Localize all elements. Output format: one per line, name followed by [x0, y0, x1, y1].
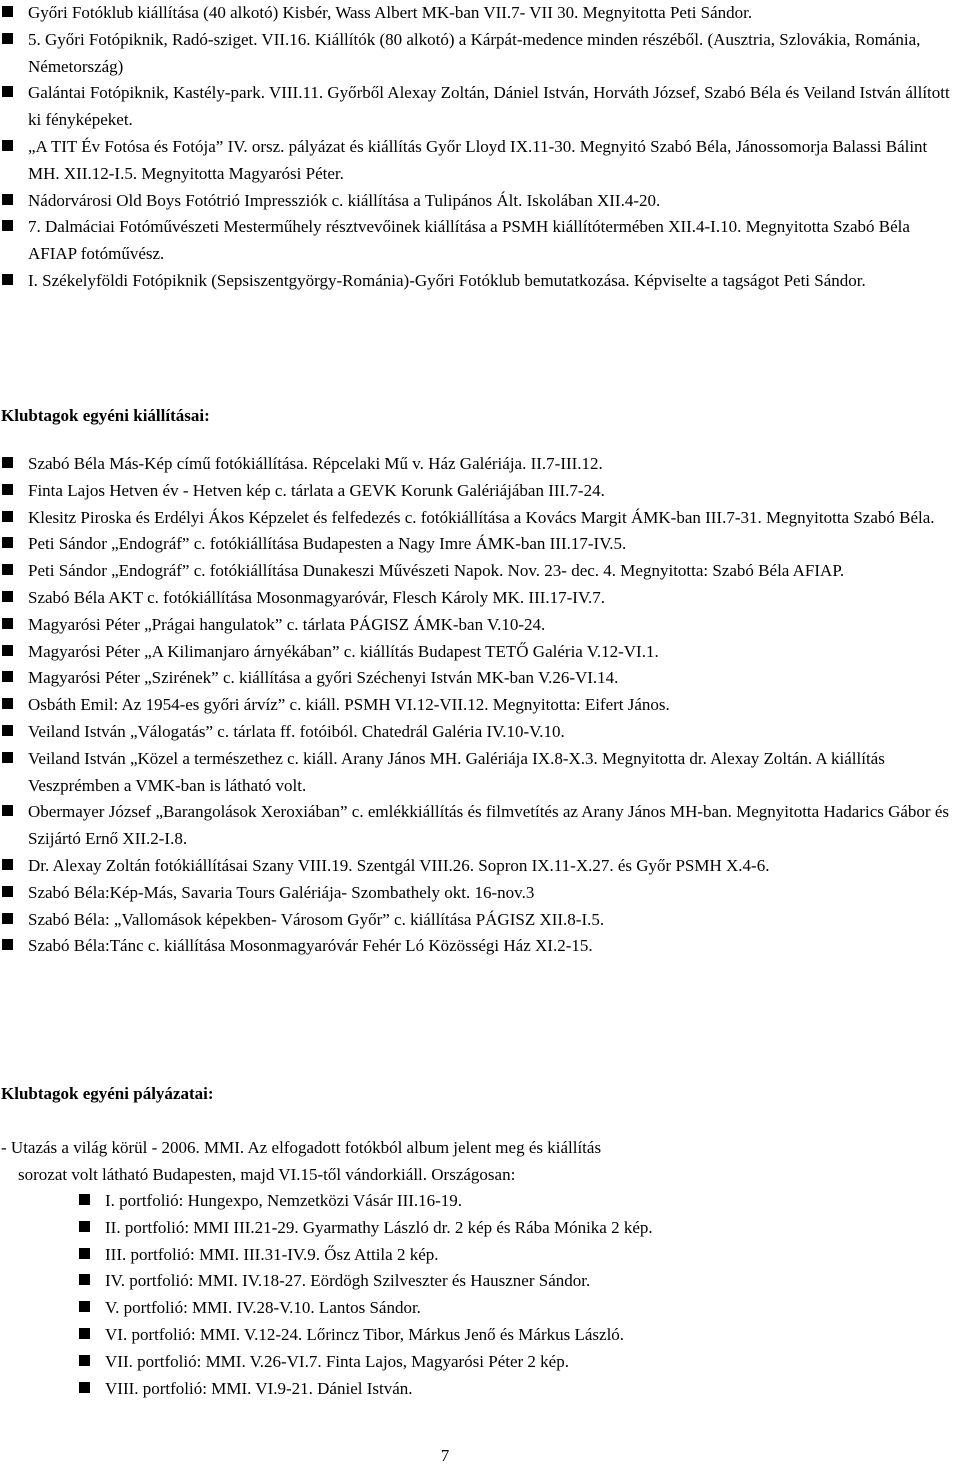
- list-item: VII. portfolió: MMI. V.26-VI.7. Finta Lajos, Magyarósi Péter 2 kép.: [77, 1349, 947, 1376]
- square-bullet-icon: [2, 752, 13, 763]
- square-bullet-icon: [2, 618, 13, 629]
- list-item: Szabó Béla:Tánc c. kiállítása Mosonmagyaróvár Fehér Ló Közösségi Ház XI.2-15.: [0, 933, 950, 960]
- list-item: „A TIT Év Fotósa és Fotója” IV. orsz. pályázat és kiállítás Győr Lloyd IX.11-30. Megnyitó Szabó Béla, Jánossomorja Balassi Bálint MH. XII.12-I.5. Megnyitotta Magyarósi Péter.: [0, 134, 950, 188]
- square-bullet-icon: [79, 1248, 90, 1259]
- list-item: Magyarósi Péter „Szirének” c. kiállítása a győri Széchenyi István MK-ban V.26-VI.14.: [0, 665, 950, 692]
- square-bullet-icon: [2, 913, 13, 924]
- section-heading-competitions: Klubtagok egyéni pályázatai:: [1, 1084, 214, 1103]
- list-item: IV. portfolió: MMI. IV.18-27. Eördögh Szilveszter és Hauszner Sándor.: [77, 1268, 947, 1295]
- list-item: II. portfolió: MMI III.21-29. Gyarmathy László dr. 2 kép és Rába Mónika 2 kép.: [77, 1215, 947, 1242]
- list-item: Szabó Béla AKT c. fotókiállítása Mosonmagyaróvár, Flesch Károly MK. III.17-IV.7.: [0, 585, 950, 612]
- square-bullet-icon: [2, 220, 13, 231]
- portfolio-list: [77, 1188, 947, 1402]
- list-item: Győri Fotóklub kiállítása (40 alkotó) Kisbér, Wass Albert MK-ban VII.7- VII 30. Megnyitotta Peti Sándor.: [0, 0, 950, 27]
- list-item: 7. Dalmáciai Fotóművészeti Mesterműhely résztvevőinek kiállítása a PSMH kiállítótermében XII.4-I.10. Megnyitotta Szabó Béla AFIAP fotóművész.: [0, 214, 950, 268]
- square-bullet-icon: [79, 1274, 90, 1285]
- square-bullet-icon: [2, 33, 13, 44]
- square-bullet-icon: [2, 939, 13, 950]
- square-bullet-icon: [2, 671, 13, 682]
- list-item: Szabó Béla: „Vallomások képekben- Városom Győr” c. kiállítása PÁGISZ XII.8-I.5.: [0, 907, 950, 934]
- list-item: VI. portfolió: MMI. V.12-24. Lőrincz Tibor, Márkus Jenő és Márkus László.: [77, 1322, 947, 1349]
- list-item: Magyarósi Péter „Prágai hangulatok” c. tárlata PÁGISZ ÁMK-ban V.10-24.: [0, 612, 950, 639]
- square-bullet-icon: [79, 1221, 90, 1232]
- square-bullet-icon: [2, 645, 13, 656]
- list-item: I. portfolió: Hungexpo, Nemzetközi Vásár III.16-19.: [77, 1188, 947, 1215]
- list-item: Magyarósi Péter „A Kilimanjaro árnyékában” c. kiállítás Budapest TETŐ Galéria V.12-VI.1.: [0, 639, 950, 666]
- list-item: Szabó Béla Más-Kép című fotókiállítása. Répcelaki Mű v. Ház Galériája. II.7-III.12.: [0, 451, 950, 478]
- square-bullet-icon: [2, 457, 13, 468]
- square-bullet-icon: [2, 194, 13, 205]
- square-bullet-icon: [2, 805, 13, 816]
- square-bullet-icon: [79, 1301, 90, 1312]
- page-number: 7: [440, 1446, 450, 1465]
- list-item: Szabó Béla:Kép-Más, Savaria Tours Galériája- Szombathely okt. 16-nov.3: [0, 880, 950, 907]
- list-item: Obermayer József „Barangolások Xeroxiában” c. emlékkiállítás és filmvetítés az Arany János MH-ban. Megnyitotta Hadarics Gábor és Szijártó Ernő XII.2-I.8.: [0, 799, 950, 853]
- list-item: Veiland István „Válogatás” c. tárlata ff. fotóiból. Chatedrál Galéria IV.10-V.10.: [0, 719, 950, 746]
- square-bullet-icon: [2, 886, 13, 897]
- list-item: Dr. Alexay Zoltán fotókiállításai Szany VIII.19. Szentgál VIII.26. Sopron IX.11-X.27. és Győr PSMH X.4-6.: [0, 853, 950, 880]
- square-bullet-icon: [2, 6, 13, 17]
- list-item: V. portfolió: MMI. IV.28-V.10. Lantos Sándor.: [77, 1295, 947, 1322]
- list-item: Finta Lajos Hetven év - Hetven kép c. tárlata a GEVK Korunk Galériájában III.7-24.: [0, 478, 950, 505]
- list-item: Osbáth Emil: Az 1954-es győri árvíz” c. kiáll. PSMH VI.12-VII.12. Megnyitotta: Eifert János.: [0, 692, 950, 719]
- intro-line: sorozat volt látható Budapesten, majd VI.15-től vándorkiáll. Országosan:: [18, 1164, 516, 1184]
- list-item: I. Székelyföldi Fotópiknik (Sepsiszentgyörgy-Románia)-Győri Fotóklub bemutatkozása. Képviselte a tagságot Peti Sándor.: [0, 268, 950, 295]
- square-bullet-icon: [2, 725, 13, 736]
- square-bullet-icon: [2, 564, 13, 575]
- square-bullet-icon: [79, 1355, 90, 1366]
- square-bullet-icon: [2, 511, 13, 522]
- square-bullet-icon: [2, 591, 13, 602]
- list-item: 5. Győri Fotópiknik, Radó-sziget. VII.16. Kiállítók (80 alkotó) a Kárpát-medence minden részéből. (Ausztria, Szlovákia, Románia, Németország): [0, 27, 950, 81]
- list-item: III. portfolió: MMI. III.31-IV.9. Ősz Attila 2 kép.: [77, 1242, 947, 1269]
- list-item: Peti Sándor „Endográf” c. fotókiállítása Dunakeszi Művészeti Napok. Nov. 23- dec. 4. Megnyitotta: Szabó Béla AFIAP.: [0, 558, 950, 585]
- list-item: Veiland István „Közel a természethez c. kiáll. Arany János MH. Galériája IX.8-X.3. Megnyitotta dr. Alexay Zoltán. A kiállítás Veszprémben a VMK-ban is látható volt.: [0, 746, 950, 800]
- square-bullet-icon: [2, 274, 13, 285]
- list-item: Nádorvárosi Old Boys Fotótrió Impressziók c. kiállítása a Tulipános Ált. Iskolában XII.4-20.: [0, 188, 950, 215]
- list-item: Klesitz Piroska és Erdélyi Ákos Képzelet és felfedezés c. fotókiállítása a Kovács Margit ÁMK-ban III.7-31. Megnyitotta Szabó Béla.: [0, 505, 950, 532]
- club-exhibitions-list: [0, 0, 950, 295]
- square-bullet-icon: [2, 859, 13, 870]
- square-bullet-icon: [79, 1194, 90, 1205]
- section-heading-exhibitions: Klubtagok egyéni kiállításai:: [1, 406, 210, 425]
- square-bullet-icon: [2, 140, 13, 151]
- square-bullet-icon: [79, 1328, 90, 1339]
- list-item: Galántai Fotópiknik, Kastély-park. VIII.11. Győrből Alexay Zoltán, Dániel István, Horváth József, Szabó Béla és Veiland István állított ki fényképeket.: [0, 80, 950, 134]
- square-bullet-icon: [2, 537, 13, 548]
- member-exhibitions-list: [0, 451, 950, 960]
- square-bullet-icon: [2, 484, 13, 495]
- list-item: Peti Sándor „Endográf” c. fotókiállítása Budapesten a Nagy Imre ÁMK-ban III.17-IV.5.: [0, 531, 950, 558]
- intro-line: - Utazás a világ körül - 2006. MMI. Az elfogadott fotókból album jelent meg és kiállítás: [1, 1138, 602, 1157]
- competition-intro: [1, 1135, 951, 1189]
- square-bullet-icon: [2, 698, 13, 709]
- square-bullet-icon: [79, 1382, 90, 1393]
- square-bullet-icon: [2, 86, 13, 97]
- list-item: VIII. portfolió: MMI. VI.9-21. Dániel István.: [77, 1376, 947, 1403]
